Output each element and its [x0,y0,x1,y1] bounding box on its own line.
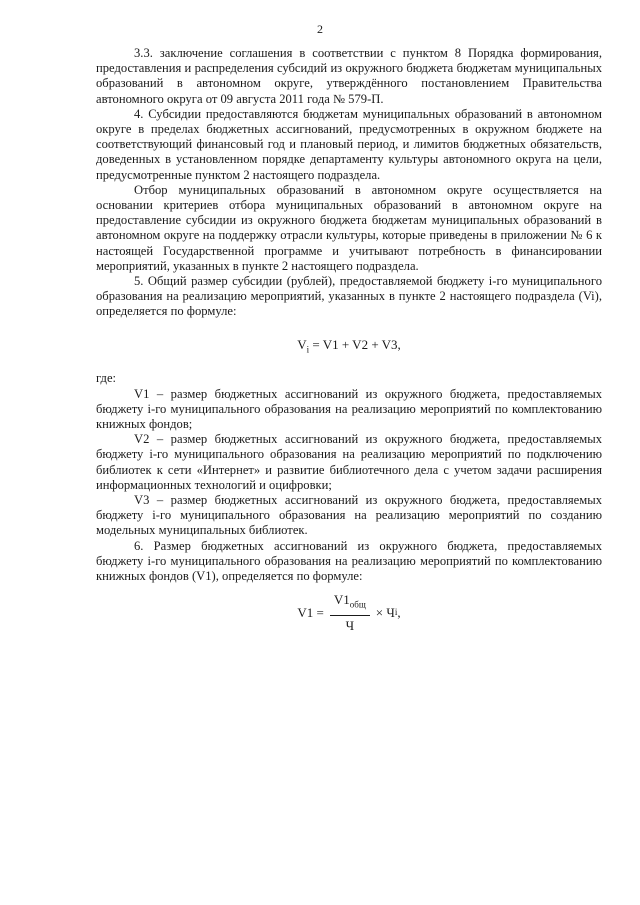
paragraph-6: 6. Размер бюджетных ассигнований из окружного бюджета, предоставляемых бюджету i-го муниципального образования на реализацию мероприятий по комплектованию книжных фондов (V1), определяется по формуле: [96,538,602,584]
document-body [96,46,602,633]
formula-v1-rhs: Ч [386,605,395,621]
paragraph-3-3: 3.3. заключение соглашения в соответствии с пунктом 8 Порядка формирования, предоставления и распределения субсидий из окружного бюджета бюджетам муниципальных образований в автономном округе, утверждённого постановлением Правительства автономного округа от 09 августа 2011 года № 579-П. [96,46,602,106]
definition-v3: V3 – размер бюджетных ассигнований из окружного бюджета, предоставляемых бюджету i-го муниципального образования на реализацию мероприятий по созданию модельных муниципальных библиотек. [96,493,602,538]
formula-v1-rhs-sub: i [394,607,398,618]
paragraph-5: 5. Общий размер субсидии (рублей), предоставляемой бюджету i-го муниципального образования на реализацию мероприятий, указанных в пункте 2 настоящего подраздела (Vi), определяется по формуле: [96,274,602,319]
formula-v1-fraction [330,592,370,633]
formula-vi [96,337,602,358]
formula-v1-numerator: $V1_{общ}$ [330,592,370,616]
page-number: 2 [317,22,323,36]
formula-v1-lhs: V1 = [297,605,324,621]
formula-v1-denominator: Ч [345,618,355,634]
formula-vi-lhs-sub: i [306,344,310,355]
paragraph-4: 4. Субсидии предоставляются бюджетам муниципальных образований в автономном округе в пределах бюджетных ассигнований, предусмотренных в окружном бюджете на соответствующий финансовый год и плановый период, и лимитов бюджетных обязательств, доведенных в установленном порядке департаменту культуры автономного округа на цели, предусмотренные пунктом 2 настоящего подраздела. [96,106,602,182]
formula-vi-lhs: V [297,336,307,352]
definition-v2: V2 – размер бюджетных ассигнований из окружного бюджета, предоставляемых бюджету i-го муниципального образования на реализацию мероприятий по подключению библиотек к сети «Интернет» и развитие библиотечного дела с учетом задачи расширения информационных технологий и оцифровки; [96,432,602,492]
definition-v1: V1 – размер бюджетных ассигнований из окружного бюджета, предоставляемых бюджету i-го муниципального образования на реализацию мероприятий по комплектованию книжных фондов; [96,386,602,432]
formula-vi-rhs: = V1 + V2 + V3, [312,336,401,352]
formula-v1: V1 = $\frac{V1_{общ}}{Ч}$ × Ч i , [297,592,401,634]
paragraph-otbor: Отбор муниципальных образований в автономном округе осуществляется на основании критериев отбора муниципальных образований в автономном округе на предоставление субсидии из окружного бюджета бюджетам муниципальных образований в автономном округе на поддержку отрасли культуры, которые приведены в приложении № 6 к настоящей Государственной программе и учитывают потребность в финансировании мероприятий, указанных в пункте 2 настоящего подраздела. [96,182,602,273]
formula-v1-times: × [375,605,384,621]
where-label: где: [96,371,117,386]
